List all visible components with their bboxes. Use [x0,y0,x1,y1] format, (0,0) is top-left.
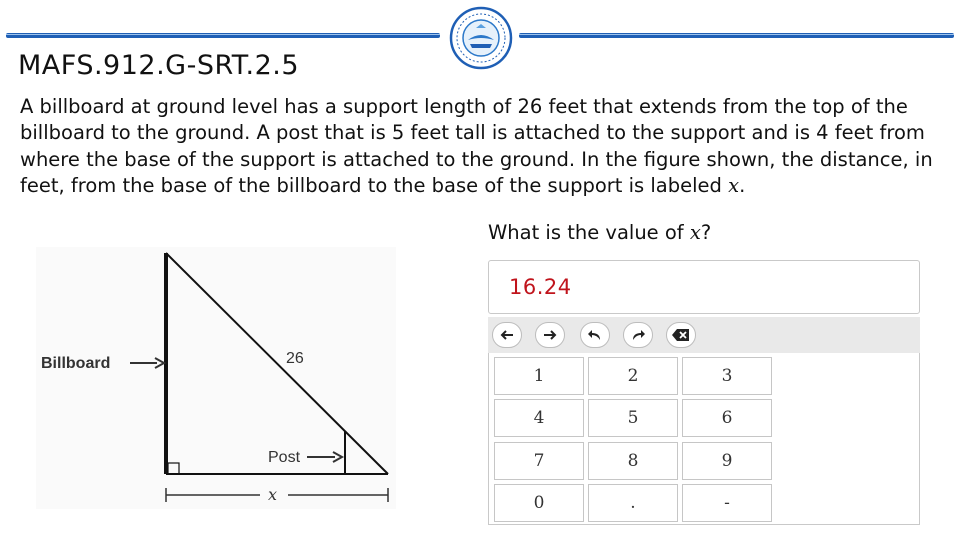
key-7[interactable]: 7 [494,442,584,480]
left-arrow-icon [497,326,517,344]
key-8[interactable]: 8 [588,442,678,480]
base-label: x [268,485,278,504]
problem-text: A billboard at ground level has a support length of 26 feet that extends from the top of the billboard to the ground. A post that is 5 feet tall is attached to the support and is 4 feet from where the base of the support is attached to the ground. In the figure shown, the distance, in feet, from the base of the billboard to the base of the support is labeled [20,95,933,198]
key-2[interactable]: 2 [588,357,678,395]
problem-period: . [739,174,746,198]
redo-icon [628,326,648,344]
problem-statement [20,94,940,200]
question-text: What is the value of [488,221,690,244]
problem-variable: x [728,174,740,198]
hypotenuse-label: 26 [286,350,304,367]
answer-input[interactable] [488,260,920,314]
school-district-seal-icon [446,6,516,70]
answer-value: 16.24 [509,275,572,299]
post-label: Post [268,449,301,466]
right-arrow-icon [540,326,560,344]
key-3[interactable]: 3 [682,357,772,395]
key-6[interactable]: 6 [682,399,772,437]
move-right-button[interactable] [535,322,565,348]
question-suffix: ? [700,221,712,244]
backspace-icon [671,326,691,344]
key-minus[interactable]: - [682,484,772,522]
standard-code: MAFS.912.G-SRT.2.5 [18,50,300,81]
question-prompt [488,221,711,244]
billboard-label: Billboard [41,355,111,372]
key-1[interactable]: 1 [494,357,584,395]
key-0[interactable]: 0 [494,484,584,522]
editor-toolbar [488,317,920,353]
billboard-triangle-figure [36,247,396,509]
key-4[interactable]: 4 [494,399,584,437]
key-9[interactable]: 9 [682,442,772,480]
header-bar-left [6,33,440,38]
key-5[interactable]: 5 [588,399,678,437]
question-variable: x [689,221,701,244]
redo-button[interactable] [623,322,653,348]
undo-icon [585,326,605,344]
backspace-button[interactable] [666,322,696,348]
move-left-button[interactable] [492,322,522,348]
undo-button[interactable] [580,322,610,348]
keypad [488,353,920,525]
key-decimal[interactable]: . [588,484,678,522]
header-bar-right [519,33,954,38]
